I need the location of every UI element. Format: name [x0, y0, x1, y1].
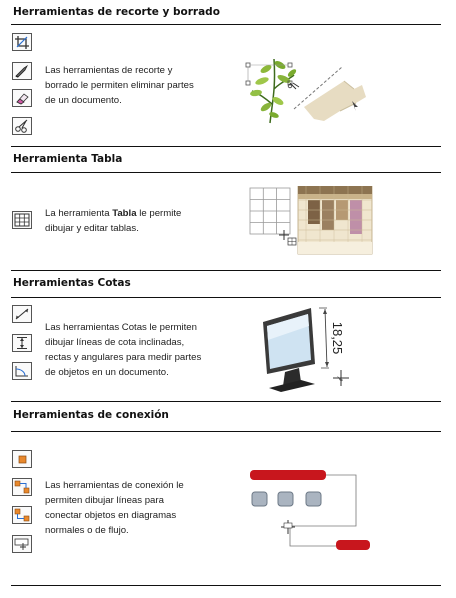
knife-tool-button[interactable] — [12, 62, 32, 80]
table-tool-icon — [14, 213, 30, 227]
connector-tool-button[interactable] — [12, 450, 32, 468]
vertical-dimension-button[interactable] — [12, 334, 32, 352]
edit-anchor-icon — [14, 537, 30, 551]
divider-rule — [11, 146, 441, 147]
monitor-dimension-illustration — [255, 306, 365, 394]
section-heading-connectors: Herramientas de conexión — [13, 409, 169, 421]
slanted-dimension-icon — [14, 307, 30, 321]
scissors-tool-icon — [14, 119, 30, 133]
divider-rule — [11, 270, 441, 271]
section-heading-crop-erase: Herramientas de recorte y borrado — [13, 6, 220, 18]
eraser-tool-button[interactable] — [12, 89, 32, 107]
angular-dimension-button[interactable] — [12, 362, 32, 380]
dimension-value-label: 18,25 — [330, 321, 345, 355]
section-desc-crop-erase: Las herramientas de recorte y borrado le permiten eliminar partes de un documento. — [45, 65, 194, 106]
section-heading-table: Herramienta Tabla — [13, 153, 123, 165]
divider-rule — [11, 431, 441, 432]
divider-rule — [11, 401, 441, 402]
section-desc-table: La herramienta Tabla le permite dibujar y editar tablas. — [45, 208, 182, 234]
vertical-dimension-icon — [14, 336, 30, 350]
table-tool-button[interactable] — [12, 211, 32, 229]
crop-plant-illustration — [244, 49, 370, 127]
angular-dimension-icon — [14, 364, 30, 378]
eraser-tool-icon — [14, 91, 30, 105]
elbow-connector-icon — [14, 480, 30, 494]
flow-connector-icon — [14, 508, 30, 522]
section-desc-dimensions: Las herramientas Cotas le permiten dibujar líneas de cota inclinadas, rectas y angulares para medir partes de objetos en un documento. — [45, 322, 202, 378]
crop-tool-button[interactable] — [12, 33, 32, 51]
flow-connector-button[interactable] — [12, 506, 32, 524]
section-heading-dimensions: Herramientas Cotas — [13, 277, 131, 289]
top-rule — [11, 24, 441, 25]
bottom-rule — [11, 585, 441, 586]
elbow-connector-button[interactable] — [12, 478, 32, 496]
divider-rule — [11, 172, 441, 173]
connector-diagram-illustration — [248, 468, 374, 554]
knife-tool-icon — [14, 64, 30, 78]
divider-rule — [11, 297, 441, 298]
table-illustration — [248, 186, 376, 258]
section-desc-connectors: Las herramientas de conexión le permiten dibujar líneas para conectar objetos en diagramas normales o de flujo. — [45, 480, 184, 536]
crop-tool-icon — [14, 35, 30, 49]
scissors-tool-button[interactable] — [12, 117, 32, 135]
slanted-dimension-button[interactable] — [12, 305, 32, 323]
connector-tool-icon — [14, 452, 30, 466]
edit-anchor-button[interactable] — [12, 535, 32, 553]
